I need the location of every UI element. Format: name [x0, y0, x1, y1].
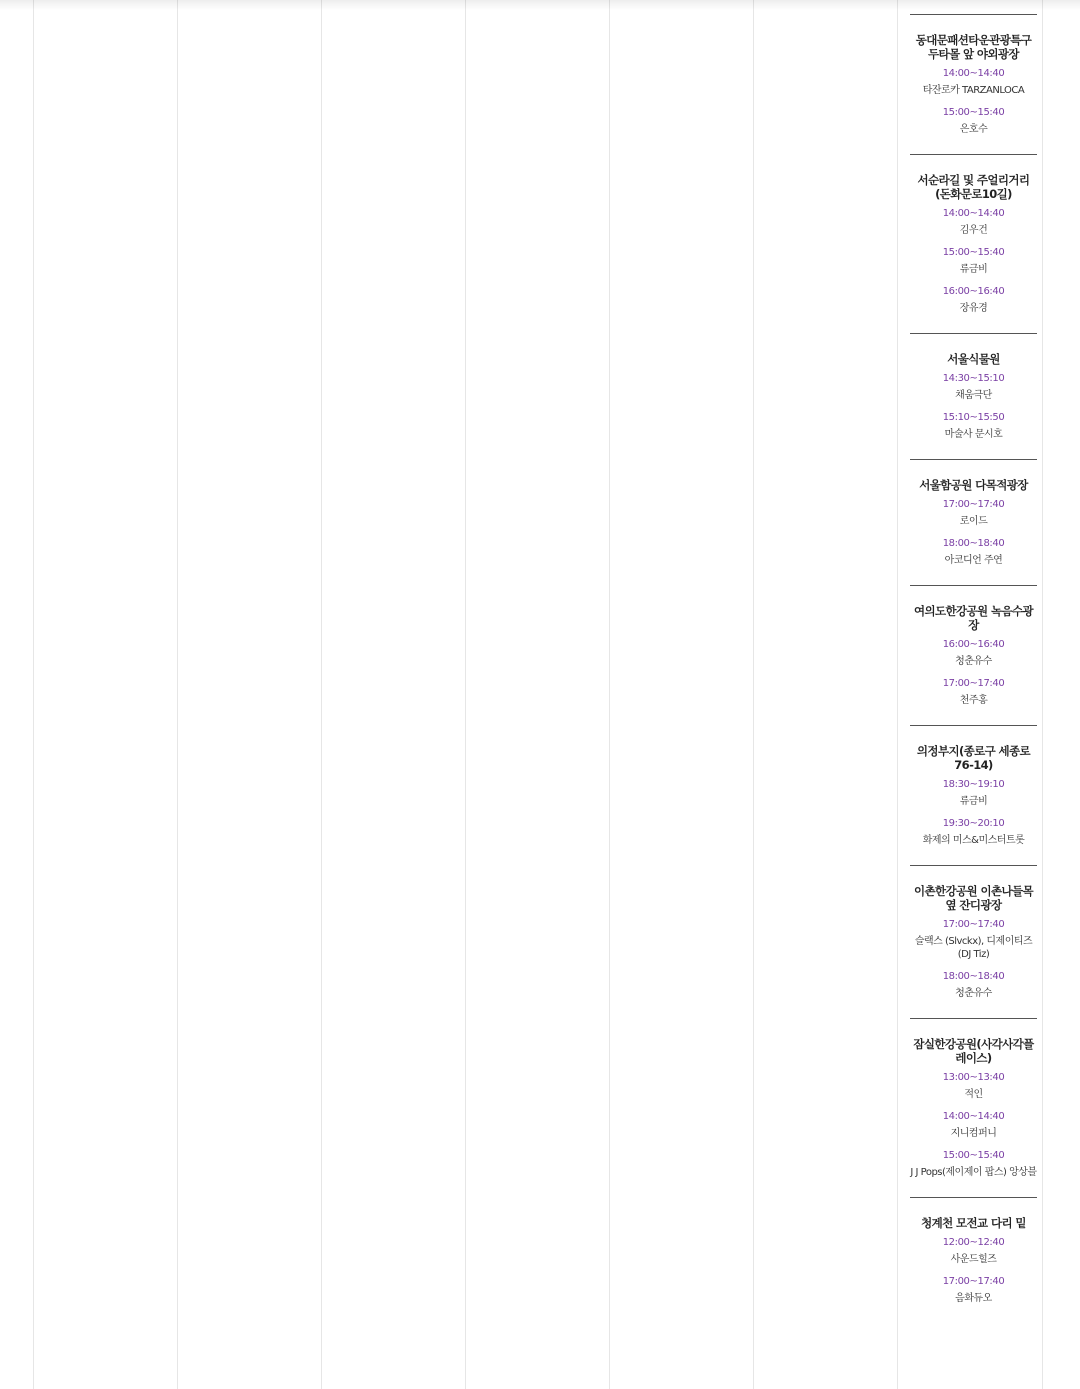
header-shadow	[0, 0, 1080, 10]
time-slot	[910, 970, 1037, 1000]
slot-performer: 은호수	[959, 124, 988, 135]
slot-performer: 로이드	[959, 516, 988, 527]
slot-time: 14:00~14:40	[942, 68, 1005, 79]
venue-name: 동대문패션타운관광특구 두타몰 앞 야외광장	[915, 33, 1032, 61]
time-slot	[910, 411, 1037, 441]
venue-block[interactable]	[910, 459, 1037, 585]
slot-time: 19:30~20:10	[942, 818, 1005, 829]
slot-time: 15:00~15:40	[942, 107, 1005, 118]
calendar-grid	[33, 0, 1047, 1389]
slot-time: 15:00~15:40	[942, 247, 1005, 258]
slot-performer: 류금비	[959, 796, 988, 807]
day-column-1	[33, 0, 177, 1389]
venue-block[interactable]	[910, 333, 1037, 459]
venue-block[interactable]	[910, 725, 1037, 865]
slot-performer: 채움극단	[955, 390, 992, 401]
time-slot	[910, 498, 1037, 528]
slot-time: 17:00~17:40	[942, 919, 1005, 930]
event-list	[910, 14, 1037, 1323]
time-slot	[910, 677, 1037, 707]
venue-block[interactable]	[910, 865, 1037, 1018]
slot-time: 17:00~17:40	[942, 678, 1005, 689]
slot-time: 16:00~16:40	[942, 286, 1005, 297]
day-column-2	[177, 0, 321, 1389]
time-slot	[910, 106, 1037, 136]
slot-performer: 사운드힐즈	[950, 1254, 997, 1265]
venue-block[interactable]	[910, 1018, 1037, 1197]
slot-performer: 지니컴퍼니	[950, 1128, 997, 1139]
time-slot	[910, 638, 1037, 668]
time-slot	[910, 246, 1037, 276]
venue-block[interactable]	[910, 1197, 1037, 1323]
time-slot	[910, 1110, 1037, 1140]
slot-time: 17:00~17:40	[942, 499, 1005, 510]
venue-name: 여의도한강공원 녹음수광장	[913, 604, 1033, 632]
venue-block[interactable]	[910, 154, 1037, 333]
slot-performer: 아코디언 주연	[944, 555, 1003, 566]
day-column-4	[465, 0, 609, 1389]
time-slot	[910, 67, 1037, 97]
time-slot	[910, 817, 1037, 847]
time-slot	[910, 1275, 1037, 1305]
slot-performer: 류금비	[959, 264, 988, 275]
day-column-5	[609, 0, 753, 1389]
slot-performer: 장유경	[959, 303, 988, 314]
slot-time: 15:10~15:50	[942, 412, 1005, 423]
time-slot	[910, 778, 1037, 808]
time-slot	[910, 285, 1037, 315]
venue-name: 서순라길 및 주얼리거리(돈화문로10길)	[917, 173, 1030, 201]
venue-name: 서울식물원	[947, 352, 1000, 366]
time-slot	[910, 1071, 1037, 1101]
slot-performer: 슬랙스 (Slvckx), 디제이티즈(DJ Tiz)	[914, 936, 1033, 960]
slot-performer: 적인	[964, 1089, 983, 1100]
time-slot	[910, 372, 1037, 402]
slot-time: 18:00~18:40	[942, 538, 1005, 549]
slot-time: 17:00~17:40	[942, 1276, 1005, 1287]
time-slot	[910, 537, 1037, 567]
slot-performer: 천주홍	[959, 695, 988, 706]
slot-time: 18:00~18:40	[942, 971, 1005, 982]
slot-time: 15:00~15:40	[942, 1150, 1005, 1161]
day-column-3	[321, 0, 465, 1389]
slot-performer: 청춘유수	[955, 988, 992, 999]
time-slot	[910, 1236, 1037, 1266]
venue-name: 서울함공원 다목적광장	[919, 478, 1028, 492]
slot-time: 12:00~12:40	[942, 1237, 1005, 1248]
slot-performer: 타잔로카 TARZANLOCA	[922, 85, 1025, 96]
slot-time: 14:30~15:10	[942, 373, 1005, 384]
slot-performer: 마술사 문시호	[944, 429, 1003, 440]
venue-name: 의정부지(종로구 세종로 76-14)	[916, 744, 1031, 772]
venue-name: 청계천 모전교 다리 밑	[921, 1216, 1026, 1230]
slot-performer: 화제의 미스&미스터트롯	[922, 835, 1025, 846]
venue-block[interactable]	[910, 585, 1037, 725]
slot-time: 13:00~13:40	[942, 1072, 1005, 1083]
slot-time: 18:30~19:10	[942, 779, 1005, 790]
venue-name: 이촌한강공원 이촌나들목 옆 잔디광장	[913, 884, 1033, 912]
slot-time: 14:00~14:40	[942, 208, 1005, 219]
slot-performer: 청춘유수	[955, 656, 992, 667]
slot-time: 14:00~14:40	[942, 1111, 1005, 1122]
day-column-6	[753, 0, 897, 1389]
time-slot	[910, 207, 1037, 237]
time-slot	[910, 1149, 1037, 1179]
slot-time: 16:00~16:40	[942, 639, 1005, 650]
venue-block[interactable]	[910, 14, 1037, 154]
slot-performer: 음화듀오	[955, 1293, 992, 1304]
time-slot	[910, 918, 1037, 961]
venue-name: 잠실한강공원(사각사각플레이스)	[913, 1037, 1034, 1065]
slot-performer: J J Pops(제이제이 팝스) 앙상블	[910, 1167, 1037, 1178]
slot-performer: 김우건	[959, 225, 988, 236]
